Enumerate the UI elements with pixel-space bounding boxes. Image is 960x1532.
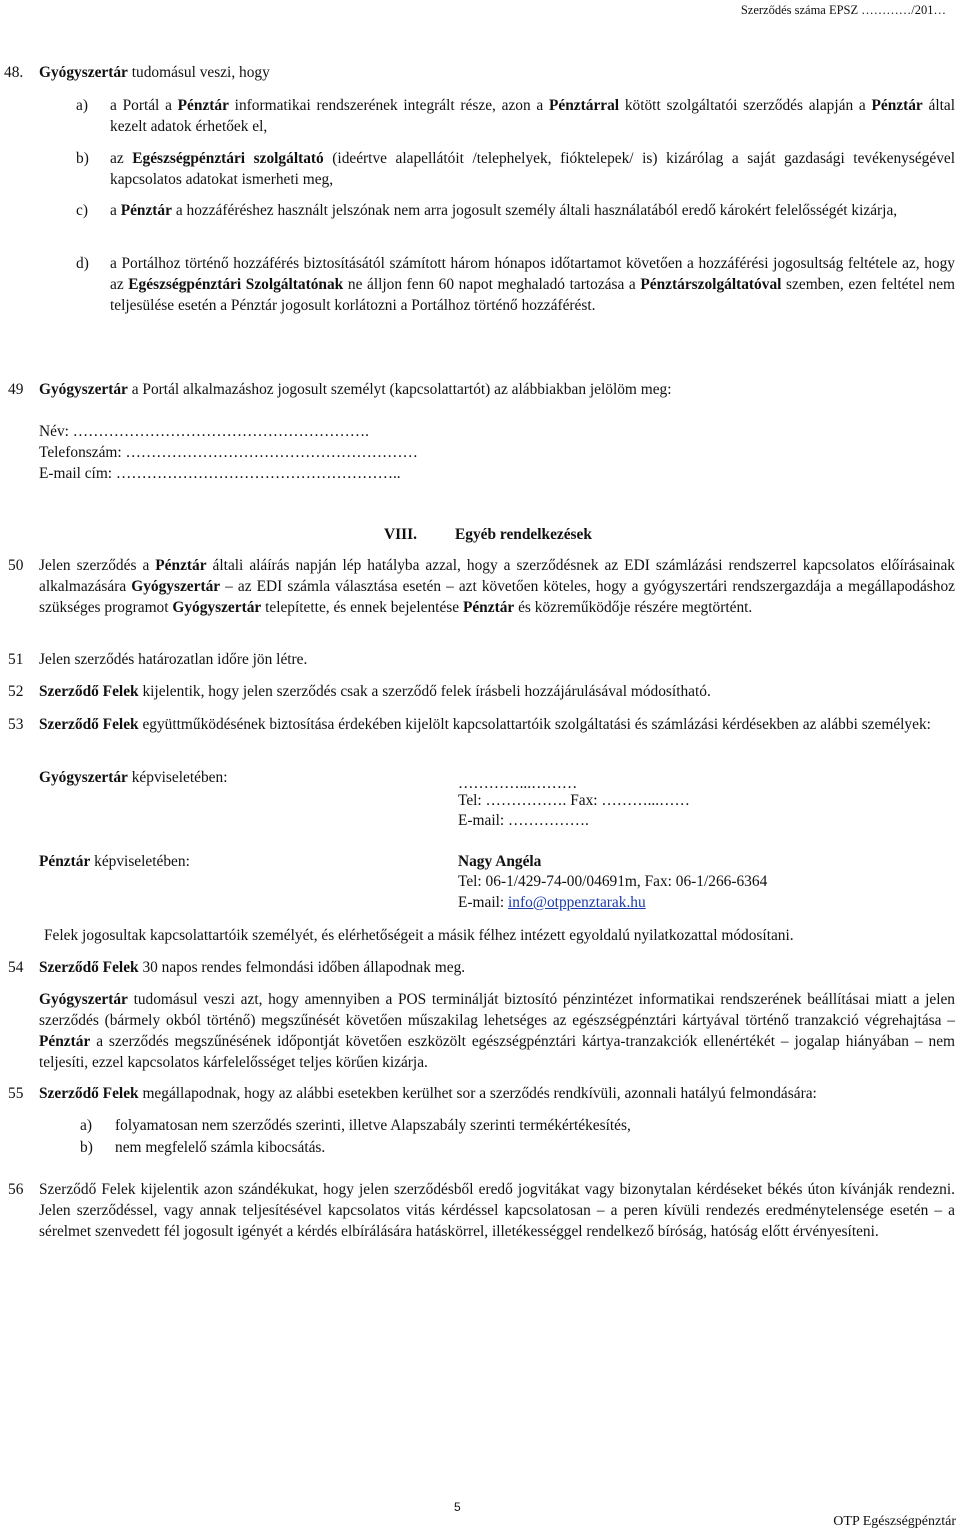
section-54-paragraph: Gyógyszertár tudomásul veszi azt, hogy amennyiben a POS terminálját biztosító pénzintézet informatikai rendszerének beállításai miatt a jelen szerződés (bármely okból történő) megszűnését követően műszakilag lehetséges az egészségpénztári kártyával történő tranzakció végrehajtása – Pénztár a szerződés megszűnésének időpontját követően eszközölt egészségpénztári kártya-tranzakciók ellenértékét – jogalap hiányában – nem teljesíti, ezzel kapcsolatos kárfelelősséget teljes körűen kizárja. — [39, 991, 955, 1071]
item-48c-label: c) — [76, 202, 88, 219]
contact-name-line: Név: …………………………………………………. — [39, 423, 370, 440]
pharmacy-rep-tel-fax: Tel: ……………. Fax: ………...…… — [458, 792, 690, 809]
item-55b-label: b) — [80, 1139, 93, 1156]
fund-email-link[interactable]: info@otppenztarak.hu — [508, 894, 646, 911]
section-50-text: Jelen szerződés a Pénztár általi aláírás napján lép hatályba azzal, hogy a szerződésnek az EDI számlázási rendszerrel kapcsolatos előírásainak alkalmazására Gyógyszertár – az EDI számla választása esetén – azt követően köteles, hogy a gyógyszertári rendszergazdája a megállapodáshoz szükséges programot Gyógyszertár telepítette, és ennek bejelentése Pénztár és közreműködője részére megtörtént. — [39, 557, 956, 616]
section-51-number: 51 — [8, 651, 24, 668]
item-48b-label: b) — [76, 150, 89, 167]
item-48d-label: d) — [76, 255, 89, 272]
section-53-number: 53 — [8, 716, 24, 733]
fund-rep-label: Pénztár képviseletében: — [39, 853, 190, 870]
section-54-number: 54 — [8, 959, 24, 976]
pharmacy-rep-name-line: …………...……… — [458, 775, 578, 792]
fund-rep-tel-fax: Tel: 06-1/429-74-00/04691m, Fax: 06-1/266-6364 — [458, 873, 768, 890]
section-55-number: 55 — [8, 1085, 24, 1102]
page-header: Szerződés száma EPSZ …………/201… — [740, 3, 946, 17]
section-49-intro: Gyógyszertár a Portál alkalmazáshoz jogosult személyt (kapcsolattartót) az alábbiakban jelölöm meg: — [39, 381, 672, 398]
pharmacy-rep-email: E-mail: ……………. — [458, 812, 589, 829]
section-53-closing: Felek jogosultak kapcsolattartóik személyét, és elérhetőségeit a másik félhez intézett egyoldalú nyilatkozattal módosítani. — [44, 927, 794, 944]
contact-phone-line: Telefonszám: ………………………………………………… — [39, 444, 418, 461]
item-48a-label: a) — [76, 97, 88, 114]
chapter-title: Egyéb rendelkezések — [455, 526, 592, 543]
section-48-number: 48. — [4, 64, 24, 81]
section-52-text: Szerződő Felek kijelentik, hogy jelen szerződés csak a szerződő felek írásbeli hozzájárulásával módosítható. — [39, 683, 711, 700]
pharmacy-rep-label: Gyógyszertár képviseletében: — [39, 769, 228, 786]
contact-email-line: E-mail cím: ……………………………………………….. — [39, 465, 401, 482]
section-55-text: Szerződő Felek megállapodnak, hogy az alábbi esetekben kerülhet sor a szerződés rendkívüli, azonnali hatályú felmondására: — [39, 1085, 817, 1102]
section-48-intro: Gyógyszertár tudomásul veszi, hogy — [39, 64, 270, 81]
section-52-number: 52 — [8, 683, 24, 700]
section-54-text: Szerződő Felek 30 napos rendes felmondási időben állapodnak meg. — [39, 959, 466, 976]
footer-company: OTP Egészségpénztár — [833, 1514, 956, 1529]
fund-rep-email: E-mail: info@otppenztarak.hu — [458, 894, 646, 911]
item-55a-label: a) — [80, 1117, 92, 1134]
item-55a-text: folyamatosan nem szerződés szerinti, illetve Alapszabály szerinti termékértékesítés, — [115, 1117, 631, 1134]
section-56-text: Szerződő Felek kijelentik azon szándékukat, hogy jelen szerződésből eredő jogvitákat vagy bizonytalan kérdéseket békés úton kívánják rendezni. Jelen szerződéssel, vagy annak teljesítésével kapcsolatos vitás kérdéssel kapcsolatosan – a peren kívüli rendezés eredménytelensége esetén – a sérelmet szenvedett fél jogosult igényét a kérdés elbírálására hatáskörrel, illetékességgel rendelkező bíróság, hatóság előtt érvényesíteni. — [39, 1181, 955, 1240]
section-56-number: 56 — [8, 1181, 24, 1198]
section-49-number: 49 — [8, 381, 24, 398]
item-48c-text: a Pénztár a hozzáféréshez használt jelszónak nem arra jogosult személy általi használatából eredő károkért felelősségét kizárja, — [110, 202, 898, 219]
item-48d-text: a Portálhoz történő hozzáférés biztosításától számított három hónapos időtartamot követően a hozzáférési jogosultság feltétele az, hogy az Egészségpénztári Szolgáltatónak ne álljon fenn 60 napot meghaladó tartozása a Pénztárszolgáltatóval szemben, ezen feltétel nem teljesülése esetén a Pénztár jogosult korlátozni a Portálhoz történő hozzáférést. — [110, 255, 956, 314]
chapter-number: VIII. — [384, 526, 417, 543]
section-53-text: Szerződő Felek együttműködésének biztosítása érdekében kijelölt kapcsolattartóik szolgáltatási és számlázási kérdésekben az alábbi személyek: — [39, 716, 931, 733]
page-number: 5 — [454, 1500, 461, 1514]
fund-rep-name: Nagy Angéla — [458, 853, 542, 870]
section-50-number: 50 — [8, 557, 24, 574]
section-51-text: Jelen szerződés határozatlan időre jön létre. — [39, 651, 308, 668]
item-48b-text: az Egészségpénztári szolgáltató (ideértve alapellátóit /telephelyek, fióktelepek/ is) kizárólag a saját gazdasági tevékenységével kapcsolatos adatokat ismerheti meg, — [110, 150, 955, 188]
item-48a-text: a Portál a Pénztár informatikai rendszerének integrált része, azon a Pénztárral kötött szolgáltatói szerződés alapján a Pénztár által kezelt adatok érhetőek el, — [110, 97, 955, 135]
item-55b-text: nem megfelelő számla kibocsátás. — [115, 1139, 326, 1156]
